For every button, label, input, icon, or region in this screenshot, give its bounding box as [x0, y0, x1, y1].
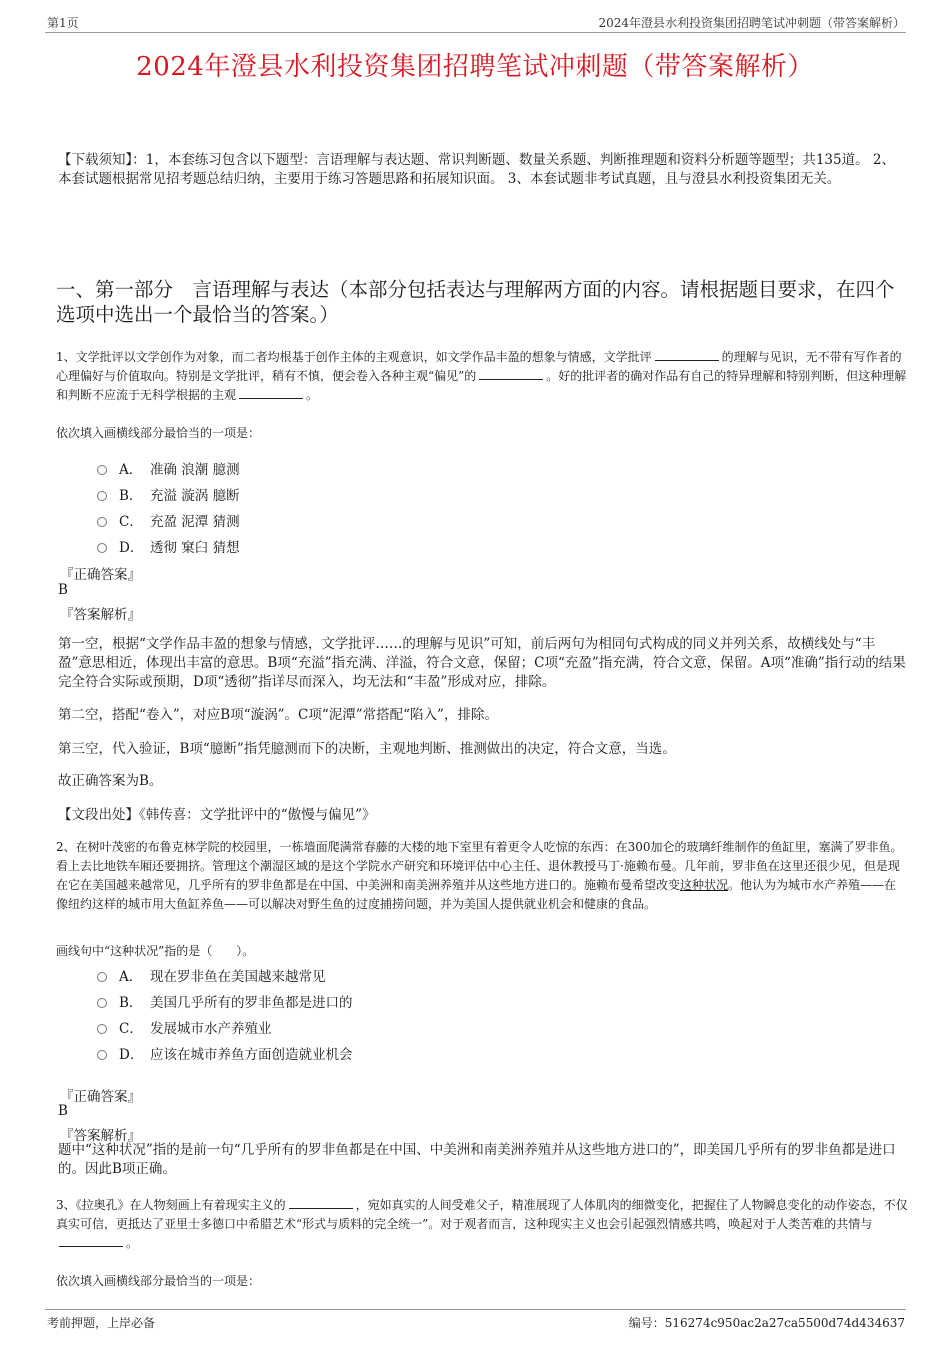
radio-icon[interactable] — [97, 491, 107, 501]
answer-blank — [59, 1234, 123, 1247]
header-divider — [45, 32, 906, 33]
question-3-prompt: 依次填入画横线部分最恰当的一项是： — [56, 1274, 261, 1288]
question-1-option-c[interactable]: C． 充盈 泥潭 猜测 — [97, 510, 240, 530]
answer-blank — [479, 367, 543, 380]
download-notice: 【下载须知】：1，本套练习包含以下题型：言语理解与表达题、常识判断题、数量关系题、判断推理题和资料分析题等题型；共135道。 2、本套试题根据常见招考题总结归纳，主要用于练习答题思路和拓展知识面。 3、本套试题非考试真题，且与澄县水利投资集团无关。 — [58, 152, 895, 187]
footer-divider — [45, 1309, 906, 1310]
radio-icon[interactable] — [97, 543, 107, 553]
radio-icon[interactable] — [97, 517, 107, 527]
question-3-stem: 3、《拉奥孔》在人物刻画上有着现实主义的 ，宛如真实的人间受难父子，精准展现了人体肌肉的细微变化，把握住了人物瞬息变化的动作姿态，不仅真实可信，更抵达了亚里士多德口中希腊艺术“形式与质料的完全统一”。对于观者而言，这种现实主义也会引起强烈情感共鸣，唤起对于人类苦难的共情与。 — [56, 1198, 908, 1250]
analysis-label: 『答案解析』 — [60, 1128, 141, 1144]
page-title: 2024年澄县水利投资集团招聘笔试冲刺题（带答案解析） — [136, 52, 814, 82]
analysis-label: 『答案解析』 — [60, 607, 141, 623]
question-1-stem: 1、文学批评以文学创作为对象，而二者均根基于创作主体的主观意识，如文学作品丰盈的想象与情感，文学批评 的理解与见识，无不带有写作者的心理偏好与价值取向。特别是文学批评，稍有不慎，便会卷入各种主观“偏见”的 。好的批评者的确对作品有自己的特异理解和特别判断，但这种理解和判断不应流于无科学根据的主观 。 — [56, 350, 907, 402]
question-2-option-d[interactable]: D． 应该在城市养鱼方面创造就业机会 — [97, 1043, 353, 1063]
answer-blank — [289, 1196, 353, 1209]
document-id: 编号：516274c950ac2a27ca5500d74d434637 — [628, 1316, 905, 1330]
correct-answer-value: B — [58, 582, 68, 598]
question-2-stem: 2、在树叶茂密的布鲁克林学院的校园里，一栋墙面爬满常春藤的大楼的地下室里有着更令人吃惊的东西：在300加仑的玻璃纤维制作的鱼缸里，塞满了罗非鱼。看上去比地铁车厢还要拥挤。管理这个潮湿区域的是这个学院水产研究和环境评估中心主任、退休教授马丁·施赖布曼。几年前，罗非鱼在这里还很少见，但是现在它在美国越来越常见，几乎所有的罗非鱼都是在中国、中美洲和南美洲养殖并从这些地方进口的。施赖布曼希望改变这种状况。他认为为城市水产养殖——在像纽约这样的城市用大鱼缸养鱼——可以解决对野生鱼的过度捕捞问题，并为美国人提供就业机会和健康的食品。 — [56, 840, 903, 911]
radio-icon[interactable] — [97, 1024, 107, 1034]
analysis-paragraph: 第二空，搭配“卷入”，对应B项“漩涡”。C项“泥潭”常搭配“陷入”，排除。 — [58, 707, 498, 723]
question-2-option-b[interactable]: B． 美国几乎所有的罗非鱼都是进口的 — [97, 991, 353, 1011]
correct-answer-value: B — [58, 1103, 68, 1119]
running-header-title: 2024年澄县水利投资集团招聘笔试冲刺题（带答案解析） — [598, 16, 905, 30]
analysis-paragraph: 第一空，根据“文学作品丰盈的想象与情感，文学批评……的理解与见识”可知，前后两句为相同句式构成的同义并列关系，故横线处与“丰盈”意思相近，体现出丰富的意思。B项“充溢”指充满、洋溢，符合文意，保留；C项“充盈”指充满，符合文意，保留。A项“准确”指行动的结果完全符合实际或预期，D项“透彻”指详尽而深入，均无法和“丰盈”形成对应，排除。 — [58, 636, 906, 690]
footer-slogan: 考前押题，上岸必备 — [47, 1316, 156, 1330]
question-2-option-a[interactable]: A． 现在罗非鱼在美国越来越常见 — [97, 965, 326, 985]
source-citation: 【文段出处】《韩传喜：文学批评中的“傲慢与偏见”》 — [58, 807, 376, 823]
underlined-phrase: 这种状况 — [680, 878, 729, 892]
question-1-option-b[interactable]: B． 充溢 漩涡 臆断 — [97, 484, 240, 504]
question-2-prompt: 画线句中“这种状况”指的是（ ）。 — [56, 944, 255, 958]
radio-icon[interactable] — [97, 972, 107, 982]
question-1-option-a[interactable]: A． 准确 浪潮 臆测 — [97, 458, 240, 478]
analysis-conclusion: 故正确答案为B。 — [58, 773, 163, 789]
question-1-prompt: 依次填入画横线部分最恰当的一项是： — [56, 426, 261, 440]
question-1-option-d[interactable]: D． 透彻 窠臼 猜想 — [97, 536, 240, 556]
radio-icon[interactable] — [97, 465, 107, 475]
page-number: 第1页 — [47, 16, 79, 30]
question-2-option-c[interactable]: C． 发展城市水产养殖业 — [97, 1017, 272, 1037]
radio-icon[interactable] — [97, 998, 107, 1008]
correct-answer-label: 『正确答案』 — [60, 567, 141, 583]
section-heading: 一、第一部分 言语理解与表达（本部分包括表达与理解两方面的内容。请根据题目要求，在四个选项中选出一个最恰当的答案。） — [56, 278, 895, 326]
analysis-paragraph: 第三空，代入验证，B项“臆断”指凭臆测而下的决断，主观地判断、推测做出的决定，符合文意，当选。 — [58, 741, 676, 757]
answer-blank — [655, 348, 719, 361]
analysis-paragraph: 题中“这种状况”指的是前一句“几乎所有的罗非鱼都是在中国、中美洲和南美洲养殖并从这些地方进口的”，即美国几乎所有的罗非鱼都是进口的。因此B项正确。 — [58, 1142, 896, 1177]
radio-icon[interactable] — [97, 1050, 107, 1060]
correct-answer-label: 『正确答案』 — [60, 1089, 141, 1105]
answer-blank — [239, 386, 303, 399]
